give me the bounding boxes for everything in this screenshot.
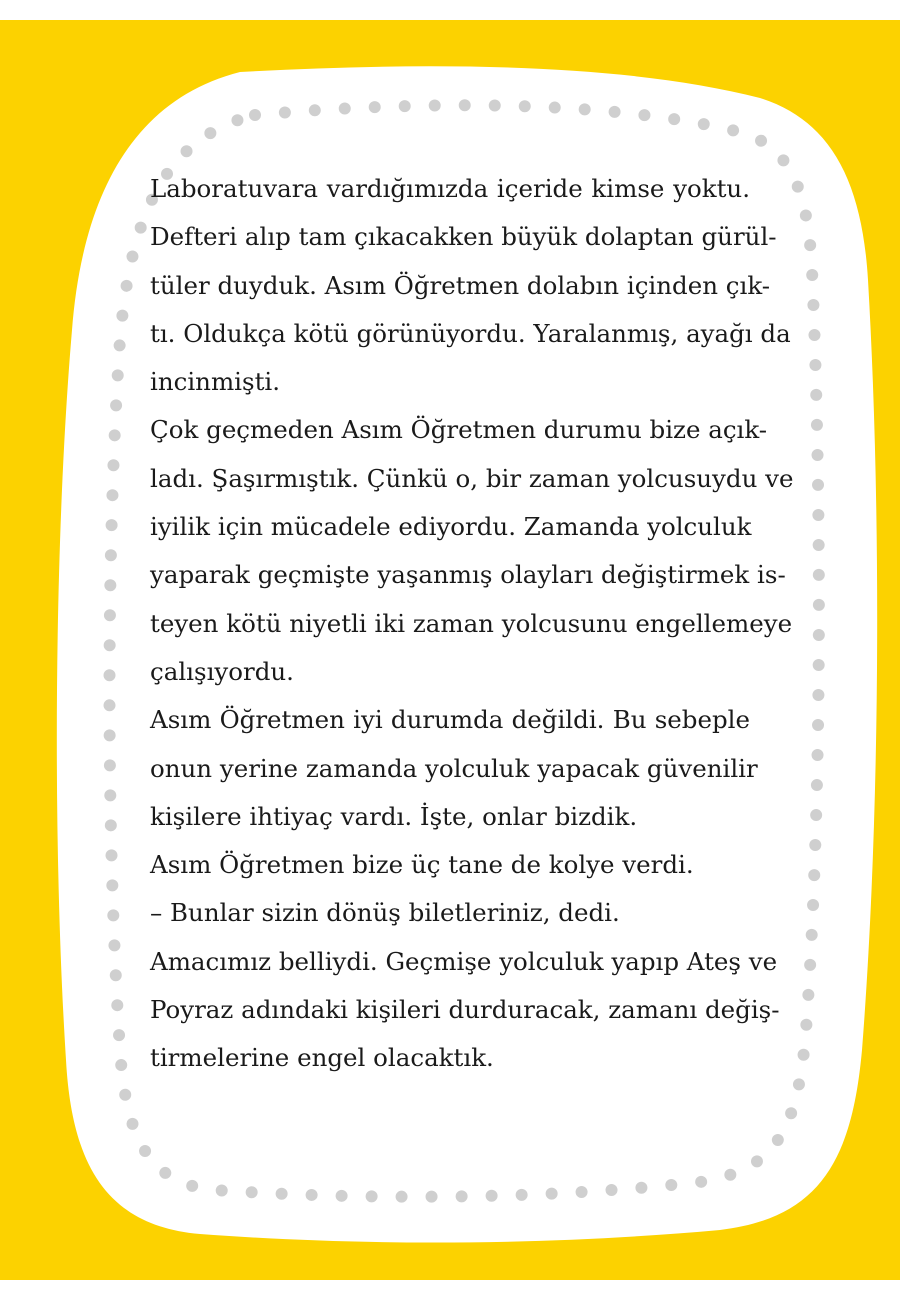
text-line: tüler duyduk. Asım Öğretmen dolabın içinden çık- [150, 270, 771, 300]
text-line: iyilik için mücadele ediyordu. Zamanda yolculuk [150, 512, 752, 542]
text-line: Laboratuvara vardığımızda içeride kimse yoktu. [150, 174, 750, 203]
text-line: tı. Oldukça kötü görünüyordu. Yaralanmış, ayağı da [150, 318, 791, 348]
text-line: yaparak geçmişte yaşanmış olayları değiştirmek is- [150, 560, 786, 590]
text-line: Çok geçmeden Asım Öğretmen durumu bize açık- [150, 415, 768, 445]
text-line: kişilere ihtiyaç vardı. İşte, onlar bizdik. [150, 801, 638, 831]
text-line: teyen kötü niyetli iki zaman yolcusunu engellemeye [150, 608, 793, 638]
text-line: Asım Öğretmen bize üç tane de kolye verdi. [150, 850, 694, 880]
story-text [150, 165, 794, 1083]
book-page [0, 20, 900, 1280]
text-line: çalışıyordu. [150, 656, 294, 686]
text-line: Amacımız belliydi. Geçmişe yolculuk yapıp Ateş ve [150, 946, 778, 976]
text-line: incinmişti. [150, 367, 281, 397]
text-line: tirmelerine engel olacaktık. [150, 1043, 494, 1073]
text-line: ladı. Şaşırmıştık. Çünkü o, bir zaman yolcusuydu ve [150, 463, 794, 493]
text-line: Defteri alıp tam çıkacakken büyük dolaptan gürül- [150, 222, 777, 252]
text-line: Poyraz adındaki kişileri durduracak, zamanı değiş- [150, 995, 780, 1025]
text-line: onun yerine zamanda yolculuk yapacak güvenilir [150, 753, 758, 783]
text-line: Asım Öğretmen iyi durumda değildi. Bu sebeple [150, 705, 750, 735]
text-line: – Bunlar sizin dönüş biletleriniz, dedi. [150, 898, 620, 928]
